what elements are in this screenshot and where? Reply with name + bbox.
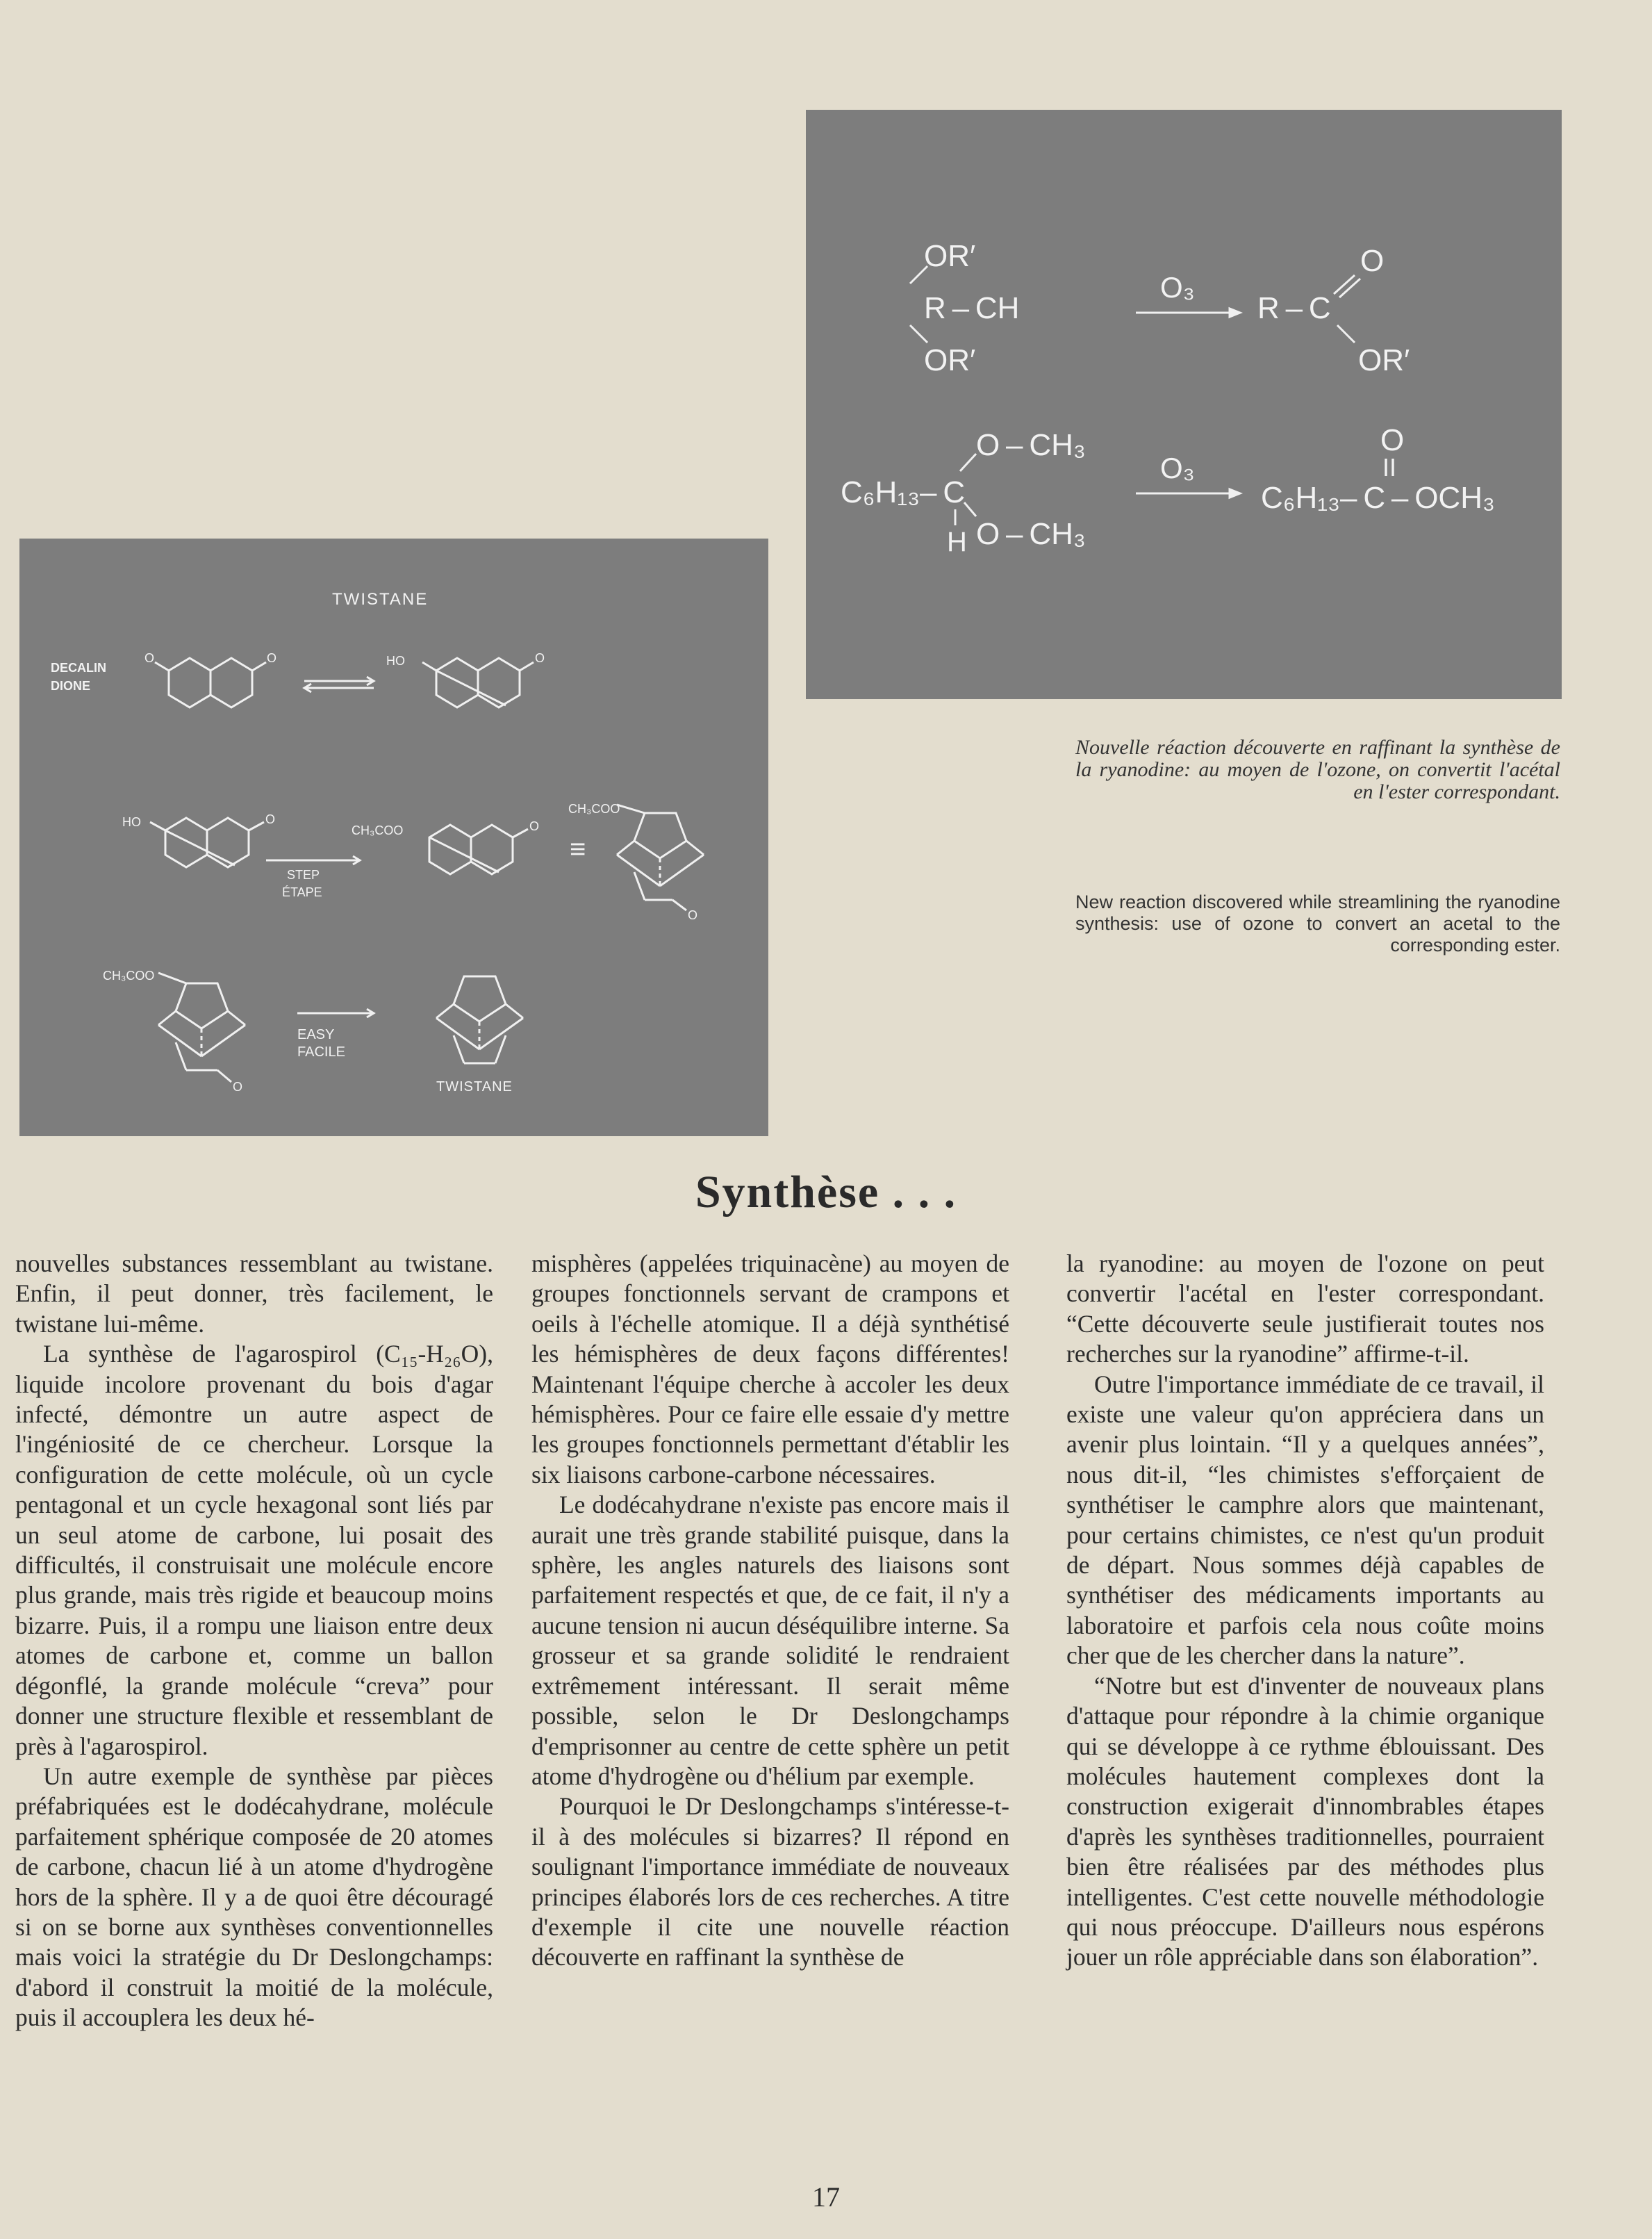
atom-ho-2: HO (122, 815, 141, 829)
ketol-ring-left (165, 818, 207, 867)
methoxy-bottom: O – CH₃ (976, 517, 1086, 551)
easy-label-en: EASY (297, 1027, 335, 1042)
atom-o-4: O (265, 812, 276, 826)
paragraph: La synthèse de l'agarospirol (C₁₅-H₂₆O), liquide incolore provenant du bois d'agar infecté, démontre un autre aspect de l'ingéniosité de ce chercheur. Lorsque la configuration de cette molécule, où un cycle pentagonal et un cycle hexagonal sont liés par un seul atome de carbone, lui posait des difficultés, il construisait une molécule encore plus grande, mais très rigide et beaucoup moins bizarre. Puis, il a rompu une liaison entre deux atomes de carbone et, comme un ballon dégonflé, la grande molécule “creva” pour donner une structure flexible et ressemblant de près à l'agarospirol. (15, 1340, 493, 1760)
acetoxy-ring-left (429, 825, 471, 874)
acetate-2: CH₃COO (568, 802, 620, 816)
article-column-3 (1066, 1249, 1544, 1973)
ester-or-prime: OR′ (1358, 343, 1410, 377)
ozone-reagent-2: O₃ (1160, 452, 1195, 484)
or-prime-top: OR′ (924, 239, 976, 273)
product-label: TWISTANE (436, 1079, 513, 1094)
carbonyl-o-1: O (1360, 244, 1385, 278)
twistane-figure (19, 539, 768, 1136)
acetoxy-ring-right (471, 825, 513, 874)
ozone-reaction-diagram (806, 110, 1562, 699)
paragraph: Le dodécahydrane n'existe pas encore mais il aurait une très grande stabilité puisque, dans la sphère, les angles naturels des liaisons sont parfaitement respectés et que, de ce fait, il n'y a aucune tension ni aucun déséquilibre interne. Sa grosseur et sa grande solidité le rendraient extrêmement intéressant. Il serait même possible, selon le Dr Deslongchamps d'emprisonner au centre de cette sphère un petit atome d'hydrogène ou d'hélium par exemple. (531, 1491, 1009, 1790)
atom-o-1: O (144, 651, 155, 665)
hydrogen-atom: H (947, 527, 967, 557)
ozone-reaction-figure (806, 110, 1562, 699)
double-bond-mark: II (1382, 453, 1397, 482)
label-dione: DIONE (51, 679, 91, 693)
step-label-fr: ÉTAPE (282, 885, 322, 899)
atom-o-3: O (535, 651, 545, 665)
atom-o-5: O (529, 819, 540, 833)
acetal-c6h13-c: C₆H₁₃– C (841, 475, 966, 509)
acetal-r-ch: R – CH (924, 291, 1020, 325)
ester-r-c: R – C (1257, 291, 1331, 325)
article-column-2 (531, 1249, 1009, 1973)
label-decalin: DECALIN (51, 661, 106, 675)
atom-o-2: O (267, 651, 277, 665)
paragraph: Outre l'importance immédiate de ce travail, il existe une valeur qu'on appréciera dans un avenir plus lointain. “Il y a quelques années”, nous dit-il, “les chimistes s'efforçaient de synthétiser le camphre alors que maintenant, pour certains chimistes, ce n'est qu'un produit de départ. Nous sommes déjà capables de synthétiser des médicaments importants au laboratoire et parfois cela nous coûte moins cher que de les chercher dans la nature”. (1066, 1370, 1544, 1670)
cage-structure-2 (176, 983, 228, 1028)
cage-structure-1 (634, 813, 686, 858)
methoxy-top: O – CH₃ (976, 428, 1086, 462)
twistane-diagram (19, 539, 768, 1136)
easy-label-fr: FACILE (297, 1044, 345, 1060)
ester-product: C₆H₁₃– C – OCH₃ (1261, 481, 1495, 515)
acetate-1: CH₃COO (352, 823, 404, 837)
hydroxy-ring-left (436, 658, 478, 707)
paragraph: Un autre exemple de synthèse par pièces préfabriquées est le dodécahydrane, molécule parfaitement sphérique composée de 20 atomes de carbone, chacun lié à un atome d'hydrogène hors de la sphère. Il y a de quoi être découragé si on se borne aux synthèses conventionnelles mais voici la stratégie du Dr Deslongchamps: d'abord il construit la moitié de la molécule, puis il accouplera les deux hé- (15, 1762, 493, 2032)
page-number: 17 (812, 2181, 840, 2213)
caption-french: Nouvelle réaction découverte en raffinant la synthèse de la ryanodine: au moyen de l'ozone, on convertit l'acétal en l'ester correspondant. (1075, 736, 1560, 803)
or-prime-bottom: OR′ (924, 343, 976, 377)
article-title: Synthèse . . . (695, 1167, 957, 1217)
acetate-3: CH₃COO (103, 969, 155, 983)
carbonyl-o-2: O (1380, 423, 1405, 457)
paragraph: misphères (appelées triquinacène) au moyen de groupes fonctionnels servant de crampons et oeils à l'échelle atomique. Il a déjà synthétisé les hémisphères de deux façons différentes! Maintenant l'équipe cherche à accoler les deux hémisphères. Pour ce faire elle essaie d'y mettre les groupes fonctionnels permettant d'établir les six liaisons carbone-carbone nécessaires. (531, 1249, 1009, 1488)
paragraph: nouvelles substances ressemblant au twistane. Enfin, il peut donner, très facilement, le twistane lui-même. (15, 1249, 493, 1338)
article-column-1 (15, 1249, 493, 2033)
decalin-ring-left (169, 658, 210, 707)
hydroxy-ring-right (478, 658, 520, 707)
caption-english: New reaction discovered while streamlining the ryanodine synthesis: use of ozone to convert an acetal to the corresponding ester. (1075, 892, 1560, 956)
paragraph: Pourquoi le Dr Deslongchamps s'intéresse-t-il à des molécules si bizarres? Il répond en soulignant l'importance immédiate de nouveaux principes élaborés lors de ces recherches. A titre d'exemple il cite une nouvelle réaction découverte en raffinant la synthèse de (531, 1792, 1009, 1971)
twistane-product (454, 976, 506, 1022)
atom-o-7: O (233, 1080, 243, 1094)
ketol-ring-right (207, 818, 249, 867)
figure-title: TWISTANE (332, 590, 429, 609)
paragraph: la ryanodine: au moyen de l'ozone on peut convertir l'acétal en l'ester correspondant. “Cette découverte seule justifierait toutes nos recherches sur la ryanodine” affirme-t-il. (1066, 1249, 1544, 1368)
equivalence-sign: ≡ (570, 834, 586, 864)
paragraph: “Notre but est d'inventer de nouveaux plans d'attaque pour répondre à la chimie organique qui se développe à ce rythme éblouissant. Des molécules hautement complexes dont la construction exigerait d'innombrables étapes d'après les synthèses traditionnelles, pourraient bien être réalisées par des méthodes plus intelligentes. C'est cette nouvelle méthodologie qui nous préoccupe. D'ailleurs nous espérons jouer un rôle appréciable dans son élaboration”. (1066, 1671, 1544, 1971)
decalin-ring-right (210, 658, 252, 707)
atom-ho-1: HO (386, 654, 405, 668)
step-label-en: STEP (287, 868, 320, 882)
atom-o-6: O (688, 908, 698, 922)
ozone-reagent-1: O₃ (1160, 271, 1195, 304)
